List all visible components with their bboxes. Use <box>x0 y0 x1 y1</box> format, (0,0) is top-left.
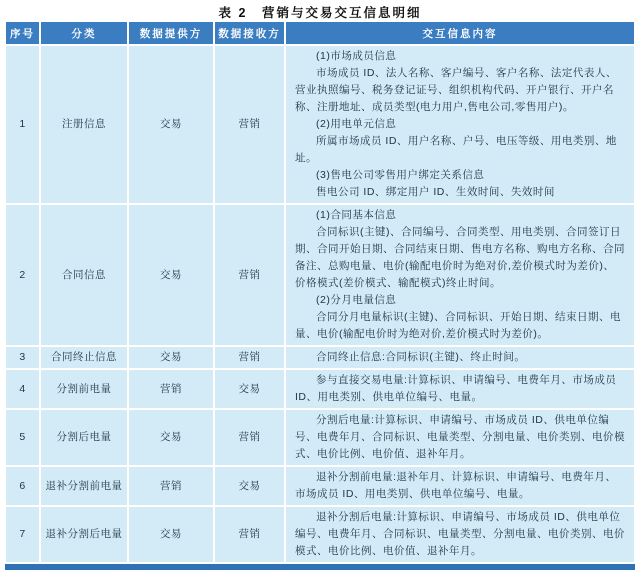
row-number: 7 <box>6 507 39 562</box>
table-row <box>6 46 634 203</box>
row-category: 分割前电量 <box>41 370 127 408</box>
content-paragraph: (2)用电单元信息 <box>316 118 397 130</box>
row-receiver: 营销 <box>215 347 284 368</box>
row-receiver: 交易 <box>215 370 284 408</box>
content-paragraph: 退补分割前电量:退补年月、计算标识、申请编号、电费年月、市场成员 ID、用电类别、供电单位编号、电量。 <box>295 471 617 500</box>
content-paragraph: (1)市场成员信息 <box>316 50 397 62</box>
interaction-info-table <box>4 20 636 564</box>
row-content <box>286 46 634 203</box>
header-provider: 数据提供方 <box>129 22 213 44</box>
table-header <box>6 22 634 44</box>
row-number: 3 <box>6 347 39 368</box>
content-paragraph: 所属市场成员 ID、用户名称、户号、电压等级、用电类别、地址。 <box>295 135 617 164</box>
row-number: 2 <box>6 205 39 345</box>
row-content <box>286 507 634 562</box>
header-content: 交互信息内容 <box>286 22 634 44</box>
row-content <box>286 410 634 465</box>
row-receiver: 营销 <box>215 205 284 345</box>
header-receiver: 数据接收方 <box>215 22 284 44</box>
row-provider: 交易 <box>129 410 213 465</box>
content-paragraph: (1)合同基本信息 <box>316 209 397 221</box>
table-row <box>6 347 634 368</box>
header-category: 分类 <box>41 22 127 44</box>
row-category: 退补分割后电量 <box>41 507 127 562</box>
content-paragraph: 合同分月电量标识(主键)、合同标识、开始日期、结束日期、电量、电价(输配电价时为绝对价,差价模式时为差价)。 <box>295 311 621 340</box>
row-provider: 交易 <box>129 347 213 368</box>
table-row <box>6 370 634 408</box>
content-paragraph: 售电公司 ID、绑定用户 ID、生效时间、失效时间 <box>316 186 555 198</box>
row-number: 4 <box>6 370 39 408</box>
row-receiver: 营销 <box>215 507 284 562</box>
row-category: 合同终止信息 <box>41 347 127 368</box>
row-provider: 交易 <box>129 46 213 203</box>
row-category: 退补分割前电量 <box>41 467 127 505</box>
row-provider: 营销 <box>129 467 213 505</box>
row-receiver: 交易 <box>215 467 284 505</box>
table-bottom-bar <box>5 564 635 570</box>
row-number: 1 <box>6 46 39 203</box>
row-category: 分割后电量 <box>41 410 127 465</box>
content-paragraph: (3)售电公司零售用户绑定关系信息 <box>316 169 485 181</box>
row-receiver: 营销 <box>215 46 284 203</box>
row-category: 合同信息 <box>41 205 127 345</box>
content-paragraph: (2)分月电量信息 <box>316 294 397 306</box>
row-provider: 交易 <box>129 205 213 345</box>
table-row <box>6 205 634 345</box>
table-row <box>6 507 634 562</box>
table-header-row <box>6 22 634 44</box>
content-paragraph: 合同标识(主键)、合同编号、合同类型、用电类别、合同签订日期、合同开始日期、合同结束日期、售电方名称、购电方名称、合同备注、总购电量、电价(输配电价时为绝对价,差价模式时为差价)、价格模式(差价模式、输配模式)终止时间。 <box>295 226 625 289</box>
content-paragraph: 退补分割后电量:计算标识、申请编号、市场成员 ID、供电单位编号、电费年月、合同标识、电量类型、分割电量、电价类别、电价模式、电价比例、电价值、退补年月。 <box>295 511 625 557</box>
row-number: 5 <box>6 410 39 465</box>
row-content <box>286 370 634 408</box>
row-category: 注册信息 <box>41 46 127 203</box>
row-receiver: 营销 <box>215 410 284 465</box>
content-paragraph: 参与直接交易电量:计算标识、申请编号、电费年月、市场成员 ID、用电类别、供电单位编号、电量。 <box>295 374 617 403</box>
row-content <box>286 205 634 345</box>
row-provider: 营销 <box>129 370 213 408</box>
content-paragraph: 合同终止信息:合同标识(主键)、终止时间。 <box>316 351 526 363</box>
table-row <box>6 467 634 505</box>
content-paragraph: 市场成员 ID、法人名称、客户编号、客户名称、法定代表人、营业执照编号、税务登记证号、组织机构代码、开户银行、开户名称、注册地址、成员类型(电力用户,售电公司,零售用户)。 <box>295 67 617 113</box>
header-no: 序号 <box>6 22 39 44</box>
row-content <box>286 347 634 368</box>
table-row <box>6 410 634 465</box>
content-paragraph: 分割后电量:计算标识、申请编号、市场成员 ID、供电单位编号、电费年月、合同标识、电量类型、分割电量、电价类别、电价模式、电价比例、电价值、退补年月。 <box>295 414 625 460</box>
row-provider: 交易 <box>129 507 213 562</box>
row-number: 6 <box>6 467 39 505</box>
row-content <box>286 467 634 505</box>
table-body <box>6 46 634 562</box>
page-title: 表 2 营销与交易交互信息明细 <box>218 6 422 20</box>
